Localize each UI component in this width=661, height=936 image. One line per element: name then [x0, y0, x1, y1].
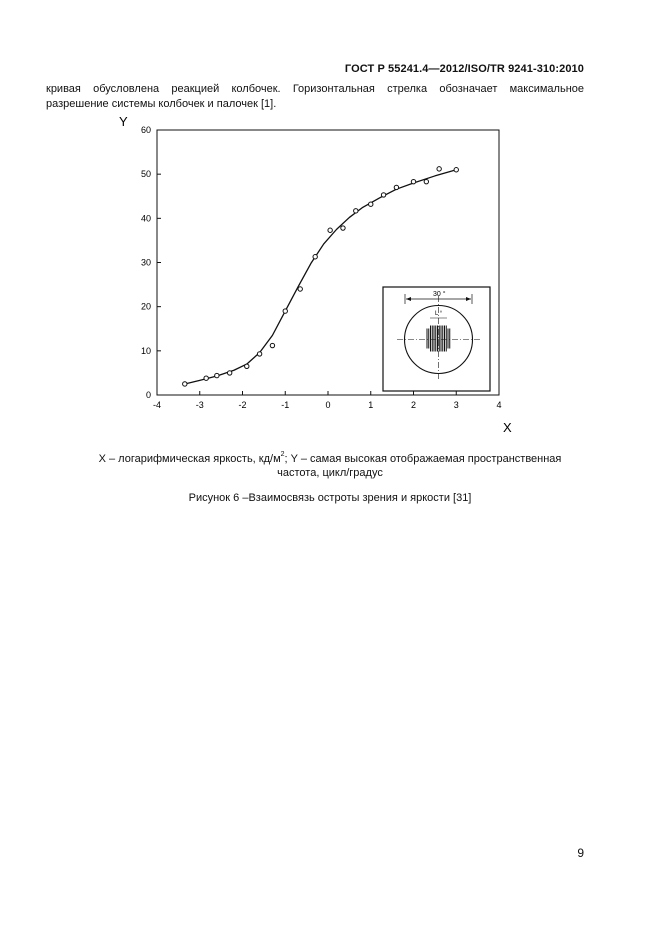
data-point — [328, 228, 332, 232]
y-tick-label: 60 — [140, 125, 151, 135]
data-point — [354, 209, 358, 213]
page-number: 9 — [577, 846, 584, 860]
data-point — [437, 167, 441, 171]
document-header: ГОСТ Р 55241.4—2012/ISO/TR 9241-310:2010 — [344, 63, 584, 75]
data-point — [204, 376, 208, 380]
data-point — [411, 179, 415, 183]
acuity-luminance-chart — [0, 0, 661, 440]
caption-part-1: X – логарифмическая яркость, кд/м — [98, 453, 281, 465]
caption-part-2: ; Y – самая высокая отображаемая пространственная — [284, 453, 562, 465]
y-tick-label: 0 — [145, 390, 151, 400]
x-axis-label: X — [503, 420, 512, 435]
y-axis-label: Y — [119, 114, 128, 129]
data-point — [313, 255, 317, 259]
x-tick-label: 4 — [496, 400, 502, 410]
inset-diagram — [383, 287, 490, 391]
y-tick-label: 10 — [140, 345, 151, 356]
x-tick-label: -2 — [238, 400, 247, 410]
data-point — [424, 179, 428, 183]
caption-line-1 — [70, 452, 590, 466]
data-point — [369, 202, 373, 206]
x-tick-label: -4 — [152, 400, 162, 410]
data-point — [270, 343, 274, 347]
data-point — [454, 168, 458, 172]
intro-line-2: разрешение системы колбочек и палочек [1]. — [46, 98, 277, 110]
inset-label-30deg: 30 ° — [433, 291, 446, 298]
y-tick-label: 40 — [140, 213, 151, 224]
data-point — [283, 309, 287, 313]
x-tick-label: 0 — [325, 400, 331, 410]
data-point — [394, 185, 398, 189]
data-point — [215, 373, 219, 377]
data-point — [381, 193, 385, 197]
y-tick-label: 30 — [140, 257, 151, 268]
x-tick-label: -1 — [281, 400, 290, 410]
caption-line-2: частота, цикл/градус — [277, 467, 383, 479]
y-tick-label: 20 — [140, 301, 151, 312]
data-point — [227, 371, 231, 375]
x-tick-label: -3 — [195, 400, 204, 410]
data-point — [298, 287, 302, 291]
x-tick-label: 1 — [368, 400, 374, 410]
caption-superscript: 2 — [280, 451, 285, 459]
figure-caption — [70, 452, 590, 480]
y-tick-label: 50 — [140, 169, 151, 180]
inset-label-l: L ° — [435, 311, 443, 317]
data-point — [341, 226, 345, 230]
data-point — [257, 352, 261, 356]
x-tick-label: 3 — [453, 400, 459, 410]
data-point — [183, 382, 187, 386]
figure-title: Рисунок 6 –Взаимосвязь остроты зрения и яркости [31] — [188, 492, 472, 504]
data-point — [245, 364, 249, 368]
intro-line-1: кривая обусловлена реакцией колбочек. Горизонтальная стрелка обозначает максимальное — [46, 83, 584, 95]
x-tick-label: 2 — [410, 400, 417, 410]
inset-frame — [383, 287, 490, 391]
